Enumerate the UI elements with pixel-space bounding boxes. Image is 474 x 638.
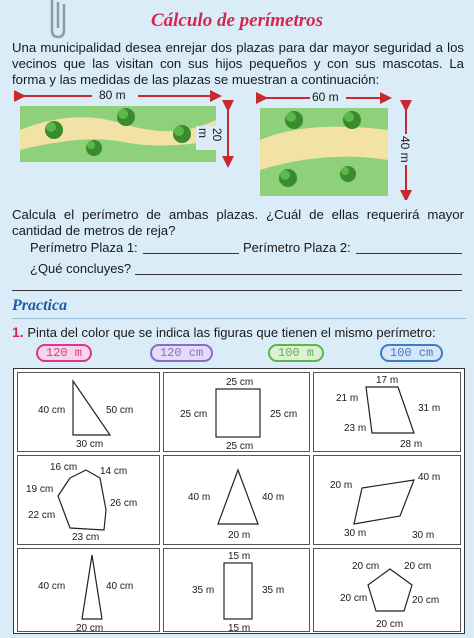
quad1-bottom-left: 23 m — [344, 423, 367, 434]
figure-cell-rectangle[interactable] — [163, 548, 310, 632]
plaza-1 — [14, 90, 248, 170]
square-shape — [216, 389, 260, 437]
plaza-1-width: 80 m — [99, 88, 126, 102]
rect-right: 35 m — [262, 585, 285, 596]
badge-120m: 120 m — [36, 344, 92, 362]
right-triangle-shape — [73, 381, 110, 435]
quad2-top-right: 40 m — [418, 472, 441, 483]
tri2-shape — [218, 470, 258, 524]
figures-grid — [13, 368, 465, 634]
tri2-bottom: 20 m — [228, 530, 251, 541]
pentagon-shape — [368, 569, 412, 611]
plaza-2-height: 40 m — [398, 136, 412, 163]
hept-side-d: 26 cm — [110, 498, 138, 509]
quad2-shape — [354, 480, 414, 524]
square-left: 25 cm — [180, 409, 208, 420]
question-paragraph: Calcula el perímetro de ambas plazas. ¿Cuál de ellas requerirá mayor cantidad de metros de reja? — [12, 207, 464, 238]
figure-cell-quadrilateral-1[interactable] — [313, 372, 461, 452]
quad2-bottom-right: 30 m — [412, 530, 435, 541]
conclude-answer-line-2[interactable] — [12, 290, 462, 291]
figure-cell-isosceles-1[interactable] — [163, 455, 310, 545]
tri2-right: 40 m — [262, 492, 285, 503]
practica-heading: Practica — [12, 297, 68, 314]
figure-cell-isosceles-2[interactable] — [17, 548, 160, 632]
penta-top-left: 20 cm — [352, 561, 380, 572]
hept-side-a: 16 cm — [50, 462, 78, 473]
conclude-answer-line[interactable] — [135, 274, 462, 275]
figure-cell-pentagon[interactable] — [313, 548, 461, 632]
tri2-left: 40 m — [188, 492, 211, 503]
rect-top: 15 m — [228, 551, 251, 562]
figure-cell-triangle-right[interactable] — [17, 372, 160, 452]
penta-bottom: 20 cm — [376, 619, 404, 630]
figure-cell-quadrilateral-2[interactable] — [313, 455, 461, 545]
penta-top-right: 20 cm — [404, 561, 432, 572]
square-right: 25 cm — [270, 409, 298, 420]
quad1-right: 31 m — [418, 403, 441, 414]
instruction-number: 1. — [12, 324, 24, 340]
rect-left: 35 m — [192, 585, 215, 596]
badge-120cm: 120 cm — [150, 344, 213, 362]
instruction-text: Pinta del color que se indica las figuras que tienen el mismo perímetro: — [27, 325, 436, 340]
hept-side-c: 19 cm — [26, 484, 54, 495]
intro-paragraph: Una municipalidad desea enrejar dos plazas para dar mayor seguridad a los vecinos que las visitan con sus hijos pequeños y con sus mascotas. La forma y las medidas de las plazas se muestran a continuación: — [12, 40, 464, 87]
perimeter-2-answer-line[interactable] — [356, 253, 462, 254]
tri1-side-b: 50 cm — [106, 405, 134, 416]
square-bottom: 25 cm — [226, 441, 254, 452]
perimeter-2-label: Perímetro Plaza 2: — [243, 240, 351, 255]
quad1-bottom: 28 m — [400, 439, 423, 450]
quad2-top-left: 20 m — [330, 480, 353, 491]
heptagon-shape — [58, 470, 106, 530]
figure-cell-square[interactable] — [163, 372, 310, 452]
badge-100cm: 100 cm — [380, 344, 443, 362]
tri3-left: 40 cm — [38, 581, 66, 592]
rect-bottom: 15 m — [228, 623, 251, 633]
conclude-label: ¿Qué concluyes? — [30, 261, 132, 276]
hept-side-b: 14 cm — [100, 466, 128, 477]
quad1-shape — [366, 387, 414, 433]
quad1-left: 21 m — [336, 393, 359, 404]
plaza-2 — [256, 90, 468, 200]
plaza-2-width: 60 m — [312, 90, 339, 104]
tri3-right: 40 cm — [106, 581, 134, 592]
instruction — [12, 324, 436, 340]
quad1-top: 17 m — [376, 375, 399, 386]
hept-side-f: 23 cm — [72, 532, 100, 543]
tri1-side-a: 40 cm — [38, 405, 66, 416]
quad2-bottom-left: 30 m — [344, 528, 367, 539]
tri1-side-c: 30 cm — [76, 439, 104, 450]
tri3-bottom: 20 cm — [76, 623, 104, 633]
figure-cell-heptagon[interactable] — [17, 455, 160, 545]
page-title: Cálculo de perímetros — [150, 10, 324, 31]
rectangle-shape — [224, 563, 252, 619]
penta-mid-left: 20 cm — [340, 593, 368, 604]
practica-divider — [12, 318, 466, 319]
square-top: 25 cm — [226, 377, 254, 388]
perimeter-1-answer-line[interactable] — [143, 253, 239, 254]
penta-mid-right: 20 cm — [412, 595, 440, 606]
perimeter-1-label: Perímetro Plaza 1: — [30, 240, 138, 255]
badge-100m: 100 m — [268, 344, 324, 362]
plaza-1-height: 20 m — [196, 126, 224, 150]
hept-side-e: 22 cm — [28, 510, 56, 521]
tri3-shape — [82, 555, 102, 619]
